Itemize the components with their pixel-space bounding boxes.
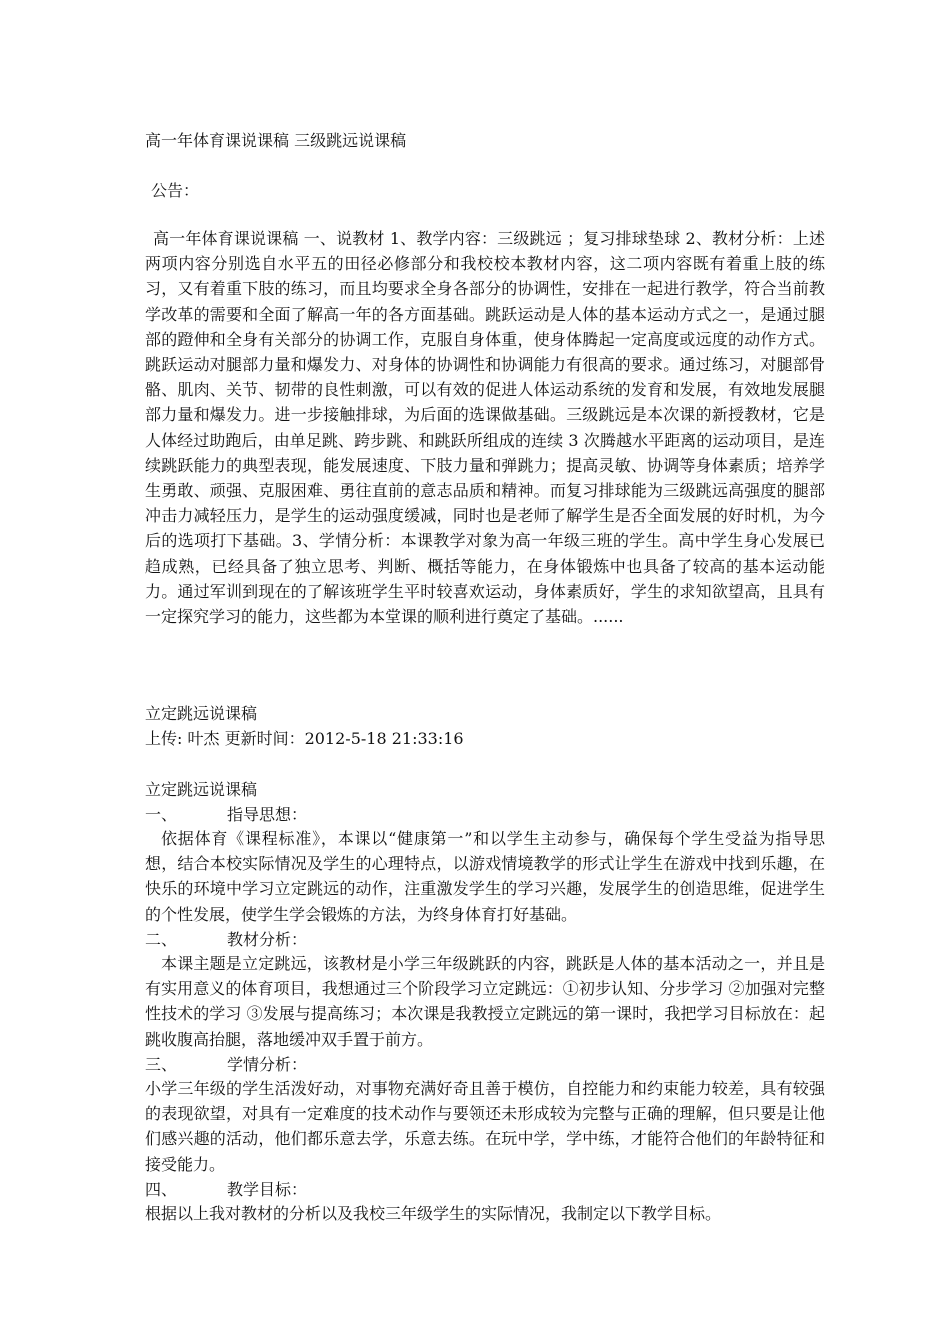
section-body-4: 根据以上我对教材的分析以及我校三年级学生的实际情况，我制定以下教学目标。	[145, 1204, 722, 1223]
notice-label: 公告：	[151, 181, 200, 200]
doc-title: 高一年体育课说课稿 三级跳远说课稿	[145, 131, 407, 150]
section-heading-text: 指导思想：	[227, 805, 308, 824]
lesson-plan-paragraph: 高一年体育课说课稿 一、说教材 1、教学内容：三级跳远 ；复习排球垫球 2、教材分析：上述两项内容分别选自水平五的田径必修部分和我校校本教材内容，这二项内容既有着重上肢的练习，又有着重下肢的练习，而且均要求全身各部分的协调性，安排在一起进行教学，符合当前教学改革的需要和全面了解高一年的各方面基础。跳跃运动是人体的基本运动方式之一，是通过腿部的蹬伸和全身有关部分的协调工作，克服自身体重，使身体腾起一定高度或远度的动作方式。跳跃运动对腿部力量和爆发力、对身体的协调性和协调能力有很高的要求。通过练习，对腿部骨骼、肌肉、关节、韧带的良性刺激，可以有效的促进人体运动系统的发育和发展，有效地发展腿部力量和爆发力。进一步接触排球，为后面的选课做基础。三级跳远是本次课的新授教材，它是人体经过助跑后，由单足跳、跨步跳、和跳跃所组成的连续 3 次腾越水平距离的运动项目，是连续跳跃能力的典型表现，能发展速度、下肢力量和弹跳力；提高灵敏、协调等身体素质；培养学生勇敢、顽强、克服困难、勇往直前的意志品质和精神。而复习排球能为三级跳远高强度的腿部冲击力减轻压力，是学生的运动强度缓减，同时也是老师了解学生是否全面发展的好时机，为今后的选项打下基础。3、学情分析：本课教学对象为高一年级三班的学生。高中学生身心发展已趋成熟，已经具备了独立思考、判断、概括等能力，在身体锻炼中也具备了较高的基本运动能力。通过军训到现在的了解该班学生平时较喜欢运动，身体素质好，学生的求知欲望高，且具有一定探究学习的能力，这些都为本堂课的顺利进行奠定了基础。......	[145, 229, 825, 627]
section-number: 三、	[145, 1055, 178, 1074]
section-body-3: 小学三年级的学生活泼好动，对事物充满好奇且善于模仿，自控能力和约束能力较差，具有较强的表现欲望，对具有一定难度的技术动作与要领还未形成较为完整与正确的理解，但只要是让他们感兴趣的活动，他们都乐意去学，乐意去练。在玩中学，学中练，才能符合他们的年龄特征和接受能力。	[145, 1079, 825, 1174]
section-heading-text: 教学目标：	[227, 1180, 308, 1199]
article-subtitle: 立定跳远说课稿	[145, 780, 258, 799]
section-body-2: 本课主题是立定跳远，该教材是小学三年级跳跃的内容，跳跃是人体的基本活动之一，并且是有实用意义的体育项目，我想通过三个阶段学习立定跳远：①初步认知、分步学习 ②加强对完整性技术的学习 ③发展与提高练习；本次课是我教授立定跳远的第一课时，我把学习目标放在：起跳收腹高抬腿，落地缓冲双手置于前方。	[145, 954, 825, 1049]
section-heading-text: 学情分析：	[227, 1055, 308, 1074]
section-heading-1	[145, 802, 307, 825]
section-heading-4	[145, 1177, 307, 1200]
section-heading-2	[145, 927, 307, 950]
section-heading-3	[145, 1052, 307, 1075]
section-body-1: 依据体育《课程标准》，本课以“健康第一”和以学生主动参与，确保每个学生受益为指导思想，结合本校实际情况及学生的心理特点，以游戏情境教学的形式让学生在游戏中找到乐趣，在快乐的环境中学习立定跳远的动作，注重激发学生的学习兴趣，发展学生的创造思维，促进学生的个性发展，使学生学会锻炼的方法，为终身体育打好基础。	[145, 829, 825, 924]
section-heading-text: 教材分析：	[227, 930, 308, 949]
section-number: 二、	[145, 930, 178, 949]
section-number: 一、	[145, 805, 178, 824]
article-title: 立定跳远说课稿	[145, 704, 258, 723]
upload-meta: 上传: 叶杰 更新时间：2012-5-18 21:33:16	[145, 729, 464, 748]
section-number: 四、	[145, 1180, 178, 1199]
